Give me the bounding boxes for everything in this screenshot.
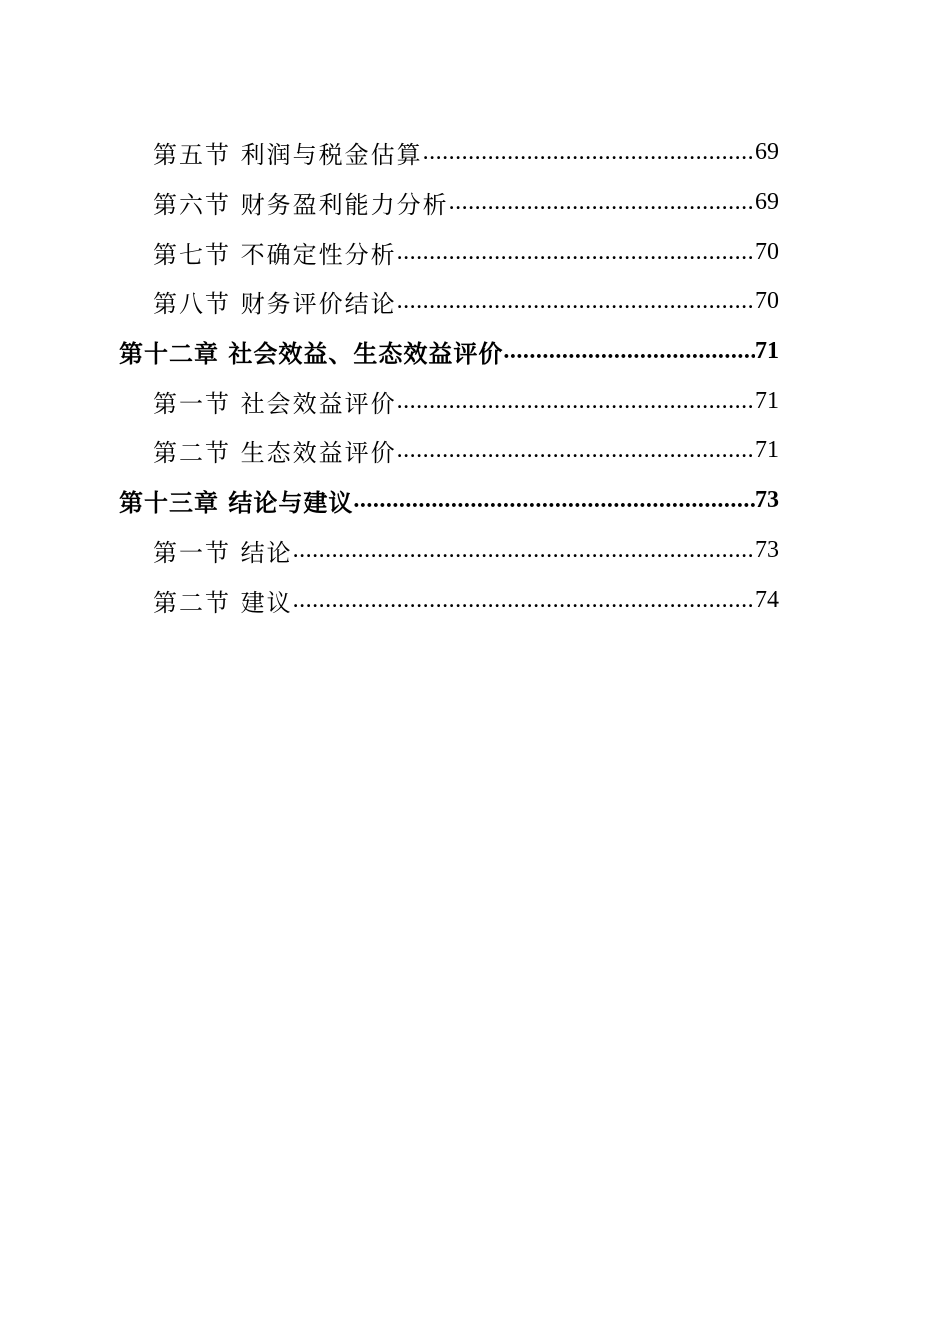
toc-page-number: 74	[755, 586, 779, 613]
table-of-contents	[0, 128, 950, 625]
toc-entry-section-5[interactable]	[0, 128, 950, 178]
toc-entry-title: 第七节 不确定性分析	[153, 240, 397, 269]
toc-dot-leader	[397, 388, 755, 415]
toc-entry-section-8[interactable]	[0, 277, 950, 327]
toc-dot-leader	[397, 239, 755, 266]
toc-dot-leader	[449, 189, 755, 216]
toc-entry-title: 第八节 财务评价结论	[153, 290, 397, 319]
toc-dot-leader	[423, 139, 755, 166]
toc-entry-section-2-suggestion[interactable]	[0, 575, 950, 625]
toc-dot-leader	[397, 437, 755, 464]
toc-dot-leader	[293, 587, 755, 614]
toc-page-number: 73	[755, 487, 779, 514]
toc-entry-section-2[interactable]	[0, 426, 950, 476]
toc-dot-leader	[397, 288, 755, 315]
toc-entry-title: 第六节 财务盈利能力分析	[153, 191, 449, 220]
toc-dot-leader	[353, 487, 755, 514]
toc-page-number: 69	[755, 189, 779, 216]
toc-page-number: 71	[755, 338, 779, 365]
toc-dot-leader	[293, 537, 755, 564]
toc-page-number: 70	[755, 288, 779, 315]
toc-page-number: 71	[755, 437, 779, 464]
toc-entry-title: 第十三章 结论与建议	[119, 488, 354, 518]
toc-entry-title: 第二节 生态效益评价	[153, 439, 397, 468]
toc-page-number: 73	[755, 536, 779, 563]
toc-entry-section-1[interactable]	[0, 376, 950, 426]
toc-entry-title: 第二节 建议	[153, 588, 293, 617]
toc-dot-leader	[503, 338, 755, 365]
toc-entry-title: 第一节 社会效益评价	[153, 389, 397, 418]
toc-page-number: 71	[755, 387, 779, 414]
toc-entry-title: 第五节 利润与税金估算	[153, 141, 423, 170]
toc-entry-chapter-12[interactable]	[0, 327, 950, 377]
toc-entry-title: 第十二章 社会效益、生态效益评价	[119, 339, 504, 369]
toc-entry-section-6[interactable]	[0, 178, 950, 228]
toc-entry-chapter-13[interactable]	[0, 476, 950, 526]
toc-entry-section-7[interactable]	[0, 227, 950, 277]
toc-page-number: 69	[755, 139, 779, 166]
toc-page-number: 70	[755, 238, 779, 265]
toc-entry-section-1-conclusion[interactable]	[0, 526, 950, 576]
toc-entry-title: 第一节 结论	[153, 538, 293, 567]
